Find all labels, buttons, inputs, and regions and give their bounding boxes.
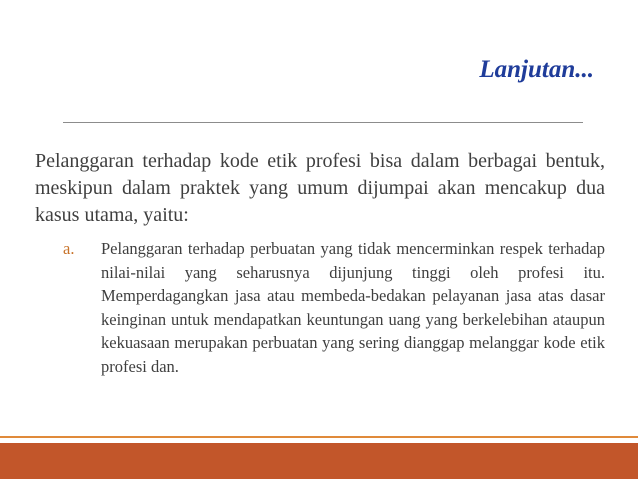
list-item [63,237,605,378]
slide-title: Lanjutan... [479,56,594,83]
bullet-list [63,237,605,378]
list-marker: a. [63,239,75,258]
footer-accent-line [0,436,638,438]
intro-paragraph: Pelanggaran terhadap kode etik profesi bisa dalam berbagai bentuk, meskipun dalam praktek yang umum dijumpai akan mencakup dua kasus utama, yaitu: [35,150,605,226]
list-item-text: Pelanggaran terhadap perbuatan yang tidak mencerminkan respek terhadap nilai-nilai yang seharusnya dijunjung tinggi oleh profesi itu. Memperdagangkan jasa atau membeda-bedakan pelayanan jasa atas dasar keinginan untuk mendapatkan keuntungan uang yang berkelebihan ataupun kekuasaan merupakan perbuatan yang sering dianggap melanggar kode etik profesi dan. [101,239,605,376]
footer-bar [0,443,638,479]
title-divider [63,122,583,123]
